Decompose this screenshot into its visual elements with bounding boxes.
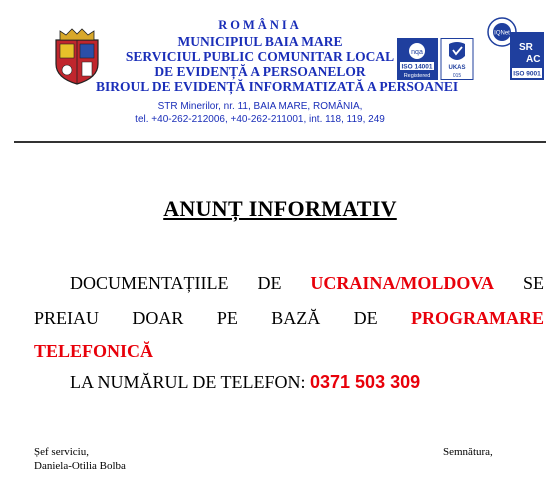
signatory-name: Daniela-Otilia Bolba (34, 460, 126, 472)
body-line-2 (34, 307, 544, 329)
body-line-1 (70, 272, 544, 294)
programare-highlight: PROGRAMARE (411, 308, 544, 328)
nqa-text: nqa (411, 49, 423, 56)
header-address: STR Minerilor, nr. 11, BAIA MARE, ROMÂNIA, (157, 101, 363, 112)
ukas-label: UKAS (448, 65, 466, 71)
phone-number: 0371 503 309 (310, 372, 421, 392)
signature-label: Semnătura, (443, 446, 493, 458)
ac-text: AC (526, 54, 541, 65)
header-service-line2: DE EVIDENȚĂ A PERSOANELOR (154, 64, 366, 79)
header-phones: tel. +40-262-212006, +40-262-211001, int. 118, 119, 249 (135, 114, 385, 125)
iso14001-label: ISO 14001 (401, 63, 433, 71)
registered-label: Registered (403, 73, 431, 79)
signatory-role: Șef serviciu, (34, 446, 89, 458)
header-bureau: BIROUL DE EVIDENȚĂ INFORMATIZATĂ A PERSOANEI (96, 79, 459, 94)
phone-label: LA NUMĂRUL DE TELEFON: (70, 372, 310, 392)
iso14001-certification-logo (397, 38, 477, 80)
coat-of-arms-icon (52, 26, 102, 86)
body-word: PE (216, 308, 238, 328)
telefonica-highlight: TELEFONICĂ (34, 341, 154, 361)
header-country: ROMÂNIA (218, 18, 302, 32)
body-word: DE (257, 273, 282, 293)
body-word: DOAR (132, 308, 184, 328)
iso9001-label: ISO 9001 (513, 70, 541, 78)
page-title: ANUNȚ INFORMATIV (163, 196, 397, 221)
body-word: PREIAU (34, 308, 100, 328)
header-municipality: MUNICIPIUL BAIA MARE (177, 34, 343, 49)
ukas-code: 015 (452, 73, 462, 79)
body-word: DE (353, 308, 378, 328)
body-word: DOCUMENTAȚIILE (70, 273, 229, 293)
iqnet-text: IQNet (494, 30, 510, 37)
country-highlight: UCRAINA/MOLDOVA (310, 273, 495, 293)
sr-text: SR (519, 42, 533, 53)
header-divider (14, 141, 546, 143)
header-service-line1: SERVICIUL PUBLIC COMUNITAR LOCAL (125, 49, 395, 64)
body-word: SE (522, 273, 544, 293)
iqnet-srac-certification-logo (486, 16, 546, 82)
phone-line (70, 371, 420, 393)
body-word: BAZĂ (271, 308, 321, 328)
